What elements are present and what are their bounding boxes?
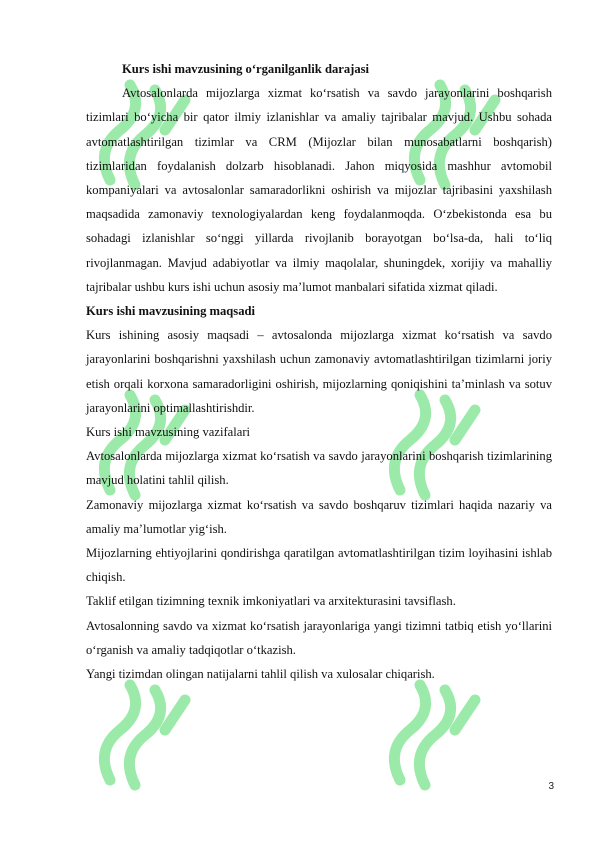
paragraph-goal: Kurs ishining asosiy maqsadi – avtosalonda mijozlarga xizmat ko‘rsatish va savdo jarayonlarini boshqarishni yaxshilash uchun zamonaviy avtomatlashtirilgan tizimlarni joriy etish orqali korxona samaradorligini oshirish, mijozlarning qoniqishini ta’minlash va sotuv jarayonlarini optimallashtirishdir. — [86, 328, 552, 415]
section-heading-tasks: Kurs ishi mavzusining vazifalari — [86, 425, 251, 440]
section-heading-literature: Kurs ishi mavzusining o‘rganilganlik darajasi — [122, 62, 370, 76]
document-body — [86, 57, 552, 686]
task-item: Mijozlarning ehtiyojlarini qondirishga qaratilgan avtomatlashtirilgan tizim loyihasini ishlab chiqish. — [86, 546, 552, 585]
task-item: Zamonaviy mijozlarga xizmat ko‘rsatish va savdo boshqaruv tizimlari haqida nazariy va amaliy ma’lumotlar yig‘ish. — [86, 497, 552, 536]
task-item: Yangi tizimdan olingan natijalarni tahlil qilish va xulosalar chiqarish. — [86, 667, 435, 682]
task-item: Taklif etilgan tizimning texnik imkoniyatlari va arxitekturasini tavsiflash. — [86, 594, 456, 609]
task-item: Avtosalonning savdo va xizmat ko‘rsatish jarayonlariga yangi tizimni tatbiq etish yo‘llarini o‘rganish va amaliy tadqiqotlar o‘tkazish. — [86, 618, 552, 657]
page-number: 3 — [548, 781, 554, 792]
paragraph-literature: Avtosalonlarda mijozlarga xizmat ko‘rsatish va savdo jarayonlarini boshqarish tizimlari bo‘yicha bir qator ilmiy izlanishlar va amaliy tajribalar mavjud. Ushbu sohada avtomatlashtirilgan tizimlar va CRM (Mijozlar bilan munosabatlarni boshqarish) tizimlaridan foydalanish dolzarb hisoblanadi. Jahon miqyosida mashhur avtomobil kompaniyalari va avtosalonlar samaradorlikni oshirish va mijozlar tajribasini yaxshilash maqsadida zamonaviy texnologiyalardan keng foydalanmoqda. O‘zbekistonda esa bu sohadagi izlanishlar so‘nggi yillarda rivojlanib borayotgan bo‘lsa-da, hali to‘liq rivojlanmagan. Mavjud adabiyotlar va ilmiy maqolalar, shuningdek, xorijiy va mahalliy tajribalar ushbu kurs ishi uchun asosiy ma’lumot manbalari sifatida xizmat qiladi. — [86, 86, 552, 294]
section-heading-goal: Kurs ishi mavzusining maqsadi — [86, 304, 256, 319]
task-item: Avtosalonlarda mijozlarga xizmat ko‘rsatish va savdo jarayonlarini boshqarish tizimlarining mavjud holatini tahlil qilish. — [86, 449, 552, 488]
